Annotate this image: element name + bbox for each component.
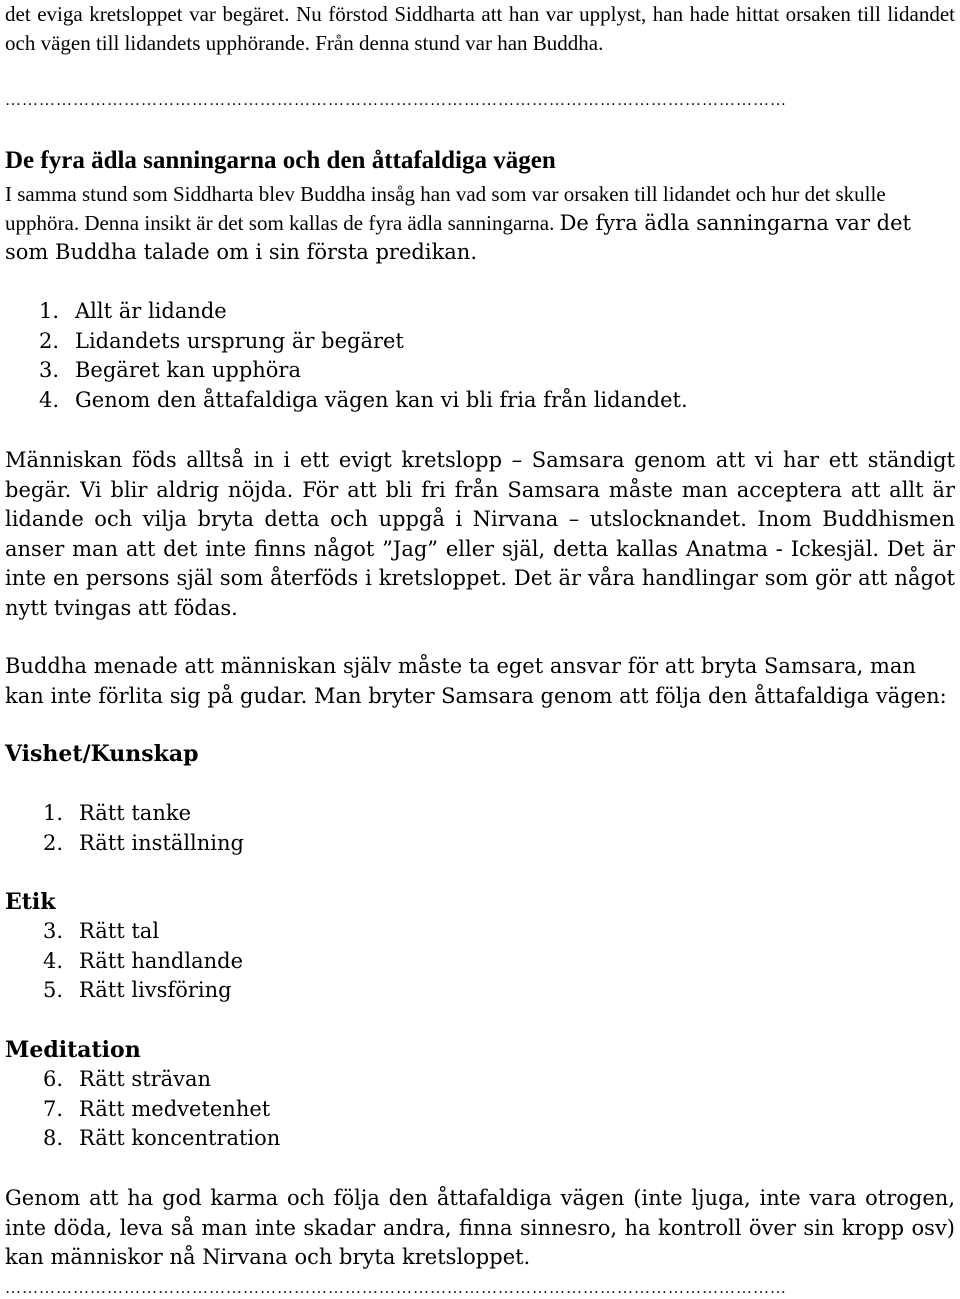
list-item	[39, 386, 688, 416]
intro-paragraph	[5, 180, 955, 267]
list-text: Genom den åttafaldiga vägen kan vi bli fria från lidandet.	[75, 387, 688, 412]
group-heading-etik: Etik	[5, 889, 56, 915]
list-number: 1.	[43, 801, 64, 825]
list-text: Rätt koncentration	[79, 1126, 281, 1150]
list-text: Rätt strävan	[79, 1067, 212, 1091]
list-number: 3.	[39, 358, 60, 382]
list-number: 4.	[39, 387, 60, 412]
list-text: Rätt livsföring	[79, 978, 232, 1002]
list-number: 4.	[43, 948, 64, 973]
group-heading-vishet: Vishet/Kunskap	[5, 741, 199, 767]
list-item	[39, 327, 688, 357]
list-number: 2.	[43, 830, 64, 855]
list-item	[39, 356, 688, 386]
four-truths-list	[39, 297, 688, 415]
list-number: 5.	[43, 978, 64, 1002]
top-paragraph: det eviga kretsloppet var begäret. Nu förstod Siddharta att han var upplyst, han hade hittat orsaken till lidandet och vägen till lidandets upphörande. Från denna stund var han Buddha.	[5, 2, 955, 55]
list-text: Rätt inställning	[79, 830, 244, 855]
intro-text-part2: De fyra ädla sanningarna var det som Buddha talade om i sin första predikan.	[5, 211, 911, 264]
list-text: Lidandets ursprung är begäret	[75, 328, 404, 353]
list-text: Rätt tal	[79, 919, 160, 943]
meditation-list	[43, 1065, 280, 1154]
list-item	[43, 976, 243, 1006]
list-item	[43, 1095, 280, 1125]
list-number: 7.	[43, 1096, 64, 1121]
list-number: 6.	[43, 1067, 64, 1091]
list-number: 3.	[43, 919, 64, 943]
list-number: 8.	[43, 1126, 64, 1150]
list-item	[43, 799, 244, 829]
list-item	[43, 917, 243, 947]
list-item	[39, 297, 688, 327]
list-text: Rätt tanke	[79, 801, 192, 825]
list-number: 1.	[39, 299, 60, 323]
intro-text-part1: I samma stund som Siddharta blev Buddha insåg han vad som var orsaken till lidandet och hur det skulle upphöra. Denna insikt är det som kallas de fyra ädla sanningarna.	[5, 182, 886, 235]
vishet-list	[43, 799, 244, 858]
dotted-separator-top: …………………………………………………………………………………………………………………………	[5, 92, 787, 109]
samsara-paragraph: Människan föds alltså in i ett evigt kretslopp – Samsara genom att vi har ett ständigt begär. Vi blir aldrig nöjda. För att bli fri från Samsara måste man acceptera att allt är lidande och vilja bryta detta och uppgå i Nirvana – utslocknandet. Inom Buddhismen anser man att det inte finns något ”Jag” eller själ, detta kallas Anatma - Ickesjäl. Det är inte en persons själ som återföds i kretsloppet. Det är våra handlingar som gör att något nytt tvingas att födas.	[5, 448, 955, 620]
group-heading-meditation: Meditation	[5, 1037, 141, 1063]
path-paragraph: Buddha menade att människan själv måste ta eget ansvar för att bryta Samsara, man kan inte förlita sig på gudar. Man bryter Samsara genom att följa den åttafaldiga vägen:	[5, 654, 947, 708]
list-item	[43, 947, 243, 977]
dotted-separator-bottom: …………………………………………………………………………………………………………………………	[5, 1280, 787, 1297]
list-item	[43, 1124, 280, 1154]
list-text: Rätt handlande	[79, 948, 244, 973]
list-number: 2.	[39, 328, 60, 353]
etik-list	[43, 917, 243, 1006]
list-text: Allt är lidande	[75, 299, 227, 323]
section-title: De fyra ädla sanningarna och den åttafaldiga vägen	[5, 147, 556, 174]
list-item	[43, 829, 244, 859]
list-text: Rätt medvetenhet	[79, 1096, 271, 1121]
list-item	[43, 1065, 280, 1095]
closing-paragraph: Genom att ha god karma och följa den åttafaldiga vägen (inte ljuga, inte vara otrogen, inte döda, leva så man inte skadar andra, finna sinnesro, ha kontroll över sin kropp osv) kan människor nå Nirvana och bryta kretsloppet.	[5, 1186, 955, 1269]
list-text: Begäret kan upphöra	[75, 358, 301, 382]
